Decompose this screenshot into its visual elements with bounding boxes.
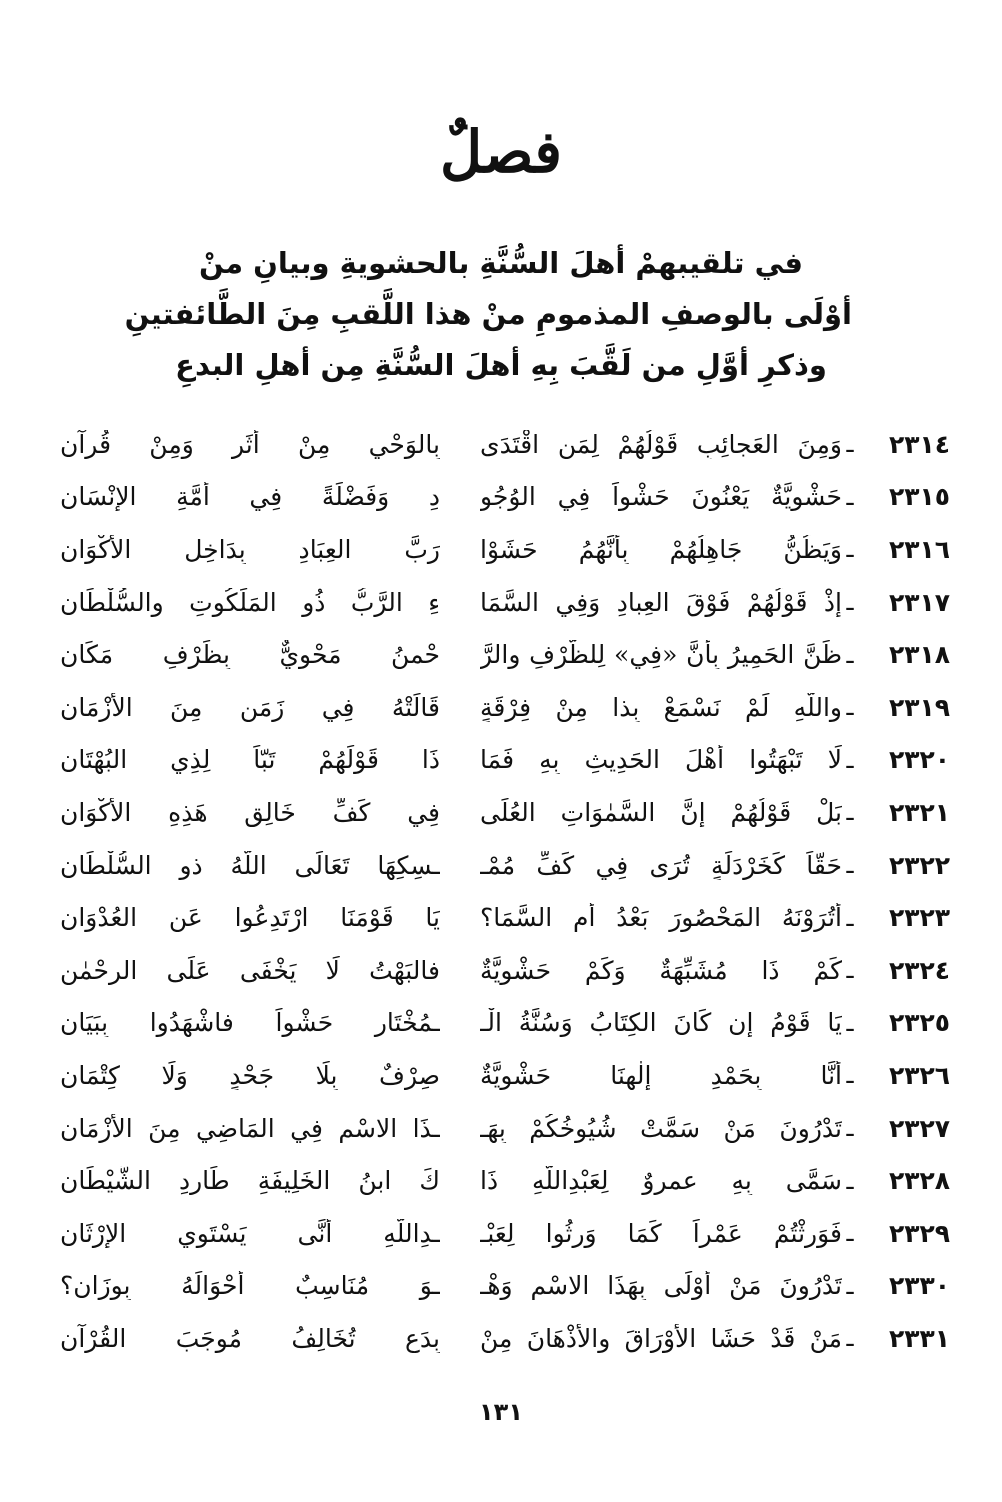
verse-row xyxy=(60,1207,950,1260)
heading-line: في تلقيبهمْ أهلَ السُّنَّةِ بالحشويةِ وبيانِ منْ xyxy=(199,246,803,280)
verse-first-hemistich: لَا تَبْهَتُوا أَهْلَ الحَدِيثِ بِهِ فَمَا xyxy=(480,745,842,775)
verse-second-hemistich: يَا قَوْمَنَا ارْتَدِعُوا عَنِ العُدْوَانِ xyxy=(60,903,440,933)
verse-row xyxy=(60,997,950,1050)
verse-first-hemistich: أَنَّا بِحَمْدِ إِلٰهِنَا حَشْوِيَّةٌ xyxy=(480,1060,842,1090)
chapter-heading xyxy=(124,238,852,391)
verse-dash: ـ xyxy=(846,851,854,880)
verse-second-hemistich: صِرْفٌ بِلَا جَحْدٍ وَلَا كِتْمَانِ xyxy=(60,1060,440,1090)
verse-number: ٢٣١٥ xyxy=(888,482,950,512)
verse-first-hemistich: وَيَظُنُّ جَاهِلُهُمْ بِأَنَّهُمُ حَشَوْا xyxy=(480,534,842,564)
verse-first-hemistich: حَقّاً كَخَرْدَلَةٍ تُرَى فِي كَفِّ مُمْـ xyxy=(480,850,842,880)
verse-dash: ـ xyxy=(846,588,854,617)
verse-second-hemistich: فالبَهْتُ لَا يَخْفَى عَلَى الرحْمٰنِ xyxy=(60,955,440,985)
verse-number: ٢٣٢٤ xyxy=(888,955,950,985)
verse-dash: ـ xyxy=(846,798,854,827)
verse-first-hemistich: أَتُرَوْنَهُ المَحْصُورَ بَعْدُ أَمِ السَّمَا؟ xyxy=(480,903,842,933)
verse-row xyxy=(60,628,950,681)
verse-dash: ـ xyxy=(846,1166,854,1195)
verse-first-hemistich: سَمَّى بِهِ عمروٌ لِعَبْدِاللّهِ ذَا xyxy=(480,1166,842,1196)
verse-second-hemistich: ـمُخْتَارِ حَشْواً فاشْهَدُوا بِبَيَانِ xyxy=(60,1008,440,1038)
verse-number: ٢٣٢٨ xyxy=(888,1166,950,1196)
verse-second-hemistich: قَالَتْهُ فِي زَمَنٍ مِنَ الأَزْمَانِ xyxy=(60,692,440,722)
verse-row xyxy=(60,786,950,839)
heading-line: وذكرِ أوَّلِ من لَقَّبَ بِهِ أهلَ السُّنَّةِ مِن أهلِ البدعِ xyxy=(175,348,827,382)
verse-first-hemistich: يَا قَوْمُ إِن كَانَ الكِتَابُ وَسُنَّةُ الْـ xyxy=(480,1008,842,1038)
verse-dash: ـ xyxy=(846,1061,854,1090)
verse-number: ٢٣١٧ xyxy=(888,587,950,617)
verse-number: ٢٣٢٦ xyxy=(888,1060,950,1090)
verse-first-hemistich: فَوَرِثْتُمْ عَمْراً كَمَا وَرِثُوا لِعَبْـ xyxy=(480,1218,842,1248)
verse-number: ٢٣٢٠ xyxy=(888,745,950,775)
verse-row xyxy=(60,523,950,576)
verse-number: ٢٣١٨ xyxy=(888,640,950,670)
verse-dash: ـ xyxy=(846,1271,854,1300)
heading-line: أوْلَى بالوصفِ المذمومِ منْ هذا اللَّقبِ مِنَ الطَّائفتينِ xyxy=(124,297,852,331)
verse-second-hemistich: ءِ الرَّبُّ ذُو المَلَكُوتِ والسُّلْطَانِ xyxy=(60,587,440,617)
verse-row xyxy=(60,471,950,524)
verse-number: ٢٣٢٣ xyxy=(888,903,950,933)
verse-second-hemistich: ـوَ مُنَاسِبٌ أَحْوَالَهُ بِوِزَانِ؟ xyxy=(60,1271,440,1301)
verse-dash: ـ xyxy=(846,1219,854,1248)
verse-row xyxy=(60,1154,950,1207)
verse-second-hemistich: رَبَّ العِبَادِ بِدَاخِلِ الأَكْوَانِ xyxy=(60,534,440,564)
section-title: فصلٌ xyxy=(440,118,562,186)
verse-number: ٢٣١٩ xyxy=(888,692,950,722)
verse-number: ٢٣٢٧ xyxy=(888,1113,950,1143)
verse-first-hemistich: إِذْ قَوْلُهُمْ فَوْقَ العِبادِ وَفِي السَّمَا xyxy=(480,587,842,617)
verse-second-hemistich: ـدِاللّهِ أَنَّى يَسْتَوِي الإِرْثَانِ xyxy=(60,1218,440,1248)
verse-row xyxy=(60,1049,950,1102)
verse-row xyxy=(60,1102,950,1155)
verse-dash: ـ xyxy=(846,482,854,511)
verse-second-hemistich: ـذَا الاسْمِ فِي المَاضِي مِنَ الأَزْمَانِ xyxy=(60,1113,440,1143)
verse-second-hemistich: فِي كَفِّ خَالِقِ هَذِهِ الأَكْوَانِ xyxy=(60,797,440,827)
verse-first-hemistich: تَدْرُونَ مَنْ سَمَّتْ شُيُوخُكُمْ بِهَـ xyxy=(480,1113,842,1143)
verse-number: ٢٣٢٥ xyxy=(888,1008,950,1038)
verse-number: ٢٣١٤ xyxy=(888,429,950,459)
verse-row xyxy=(60,1260,950,1313)
verse-dash: ـ xyxy=(846,1324,854,1353)
verse-row xyxy=(60,1312,950,1365)
verse-dash: ـ xyxy=(846,1114,854,1143)
verse-first-hemistich: حَشْوِيَّةٌ يَعْنُونَ حَشْواً فِي الوُجُو xyxy=(480,482,842,512)
verse-second-hemistich: بِالوَحْيِ مِنْ أَثَرٍ وَمِنْ قُرآنِ xyxy=(60,429,440,459)
verse-first-hemistich: واللّهِ لَمْ نَسْمَعْ بِذا مِنْ فِرْقَةٍ xyxy=(480,692,842,722)
verse-first-hemistich: تَدْرُونَ مَنْ أَوْلَى بِهَذَا الاسْمِ وَهْـ xyxy=(480,1271,842,1301)
verse-second-hemistich: بِدَعٍ تُخَالِفُ مُوجَبَ القُرْآنِ xyxy=(60,1323,440,1353)
verse-row xyxy=(60,891,950,944)
verse-dash: ـ xyxy=(846,903,854,932)
verse-second-hemistich: ذَا قَوْلَهُمْ تَبّاً لِذِي البُهْتَانِ xyxy=(60,745,440,775)
page-number: ١٣١ xyxy=(479,1398,523,1426)
verse-second-hemistich: حْمنُ مَحْوِيٌّ بِظَرْفِ مَكَانِ xyxy=(60,640,440,670)
verse-row xyxy=(60,734,950,787)
verse-dash: ـ xyxy=(846,535,854,564)
verse-row xyxy=(60,839,950,892)
verse-dash: ـ xyxy=(846,430,854,459)
verse-row xyxy=(60,681,950,734)
verse-row xyxy=(60,418,950,471)
verse-first-hemistich: وَمِنَ العَجائِبِ قَوْلُهُمْ لِمَنِ اقْتَدَى xyxy=(480,429,842,459)
verse-row xyxy=(60,576,950,629)
verse-number: ٢٣٢١ xyxy=(888,797,950,827)
verse-number: ٢٣٣١ xyxy=(888,1323,950,1353)
verse-number: ٢٣٣٠ xyxy=(888,1271,950,1301)
verse-first-hemistich: كَمْ ذَا مُشَبِّهَةٌ وَكَمْ حَشْوِيَّةٌ xyxy=(480,955,842,985)
verse-dash: ـ xyxy=(846,1008,854,1037)
verse-number: ٢٣٢٩ xyxy=(888,1218,950,1248)
verse-dash: ـ xyxy=(846,745,854,774)
verse-number: ٢٣٢٢ xyxy=(888,850,950,880)
verse-first-hemistich: بَلْ قَوْلُهُمْ إِنَّ السَّمٰوَاتِ العُلَى xyxy=(480,797,842,827)
verse-list xyxy=(60,418,950,1365)
verse-second-hemistich: ـسِكِهَا تَعَالَى اللَّهُ ذو السُّلْطَانِ xyxy=(60,850,440,880)
verse-second-hemistich: كَ ابنُ الخَلِيفَةِ طَارِدِ الشَّيْطَانِ xyxy=(60,1166,440,1196)
verse-number: ٢٣١٦ xyxy=(888,534,950,564)
verse-first-hemistich: مَنْ قَدْ حَشَا الأَوْرَاقَ والأَذْهَانَ مِنْ xyxy=(480,1323,842,1353)
verse-dash: ـ xyxy=(846,956,854,985)
verse-row xyxy=(60,944,950,997)
verse-dash: ـ xyxy=(846,693,854,722)
verse-second-hemistich: دِ وَفَضْلَةً فِي أُمَّةِ الإِنْسَانِ xyxy=(60,482,440,512)
verse-first-hemistich: ظَنَّ الحَمِيرُ بِأَنَّ «فِي» لِلظَّرْفِ والرَّ xyxy=(480,640,842,670)
verse-dash: ـ xyxy=(846,640,854,669)
